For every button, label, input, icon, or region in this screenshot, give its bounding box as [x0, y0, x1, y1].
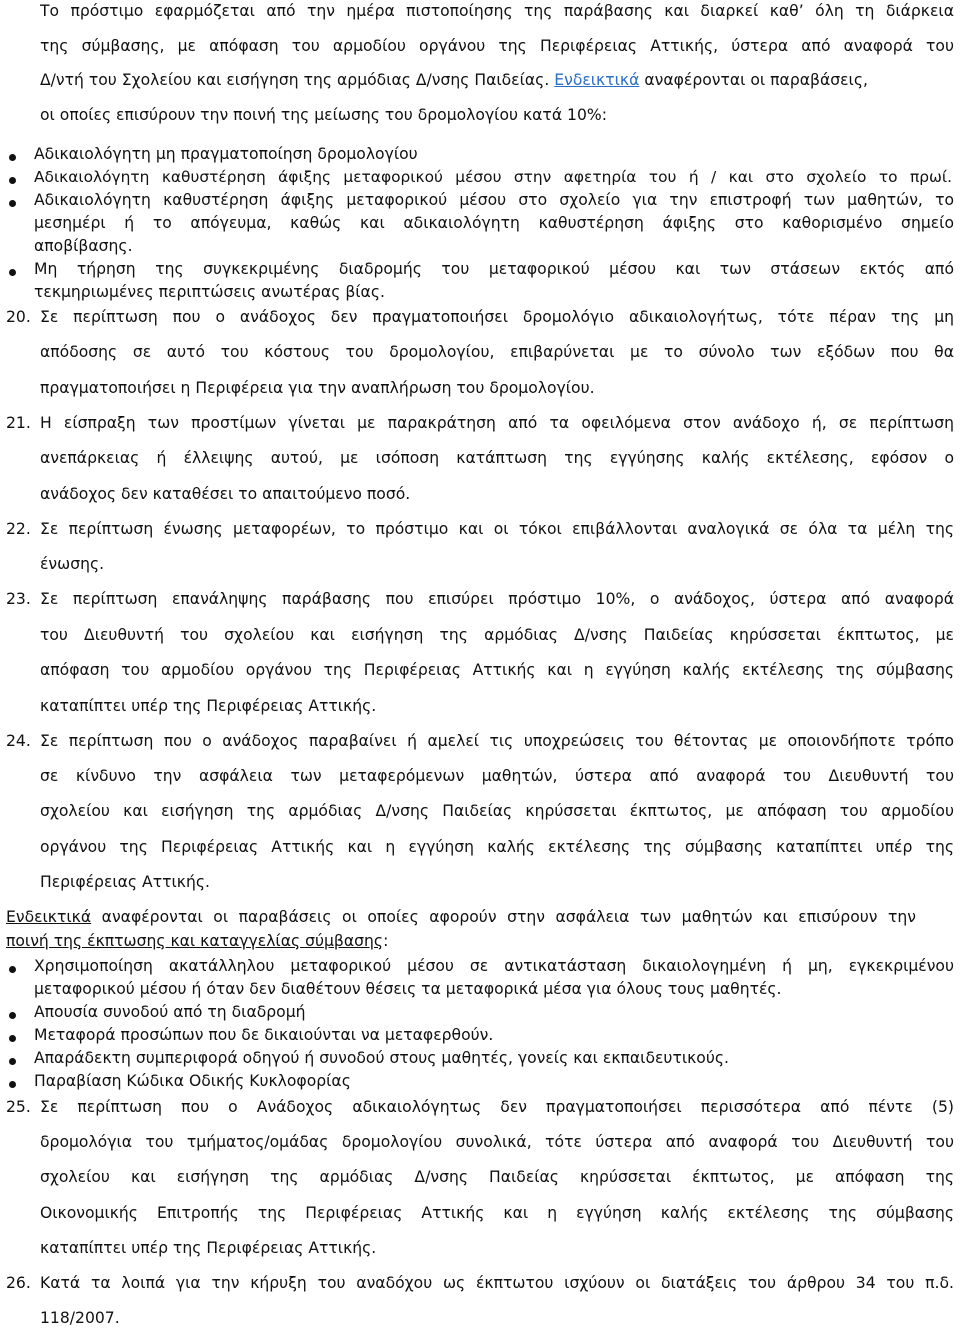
colon: :: [383, 932, 389, 950]
intro-line-1: Το πρόστιμο εφαρμόζεται από την ημέρα πιστοποίησης της παράβασης και διαρκεί καθ’ όλη τη διάρκεια: [40, 2, 954, 20]
safety-intro-line-2: [6, 932, 388, 950]
item-23-line-2: του Διευθυντή του σχολείου και εισήγηση της αρμόδιας Δ/νσης Παιδείας κηρύσσεται έκπτωτος, με: [40, 626, 954, 644]
item-number: 21.: [6, 414, 31, 432]
bullet-icon: [9, 1012, 16, 1019]
item-number: 20.: [6, 308, 31, 326]
item-number: 26.: [6, 1274, 31, 1292]
indicative-underlined: Ενδεικτικά: [6, 908, 92, 926]
item-number: 22.: [6, 520, 31, 538]
penalty-underlined: ποινή της έκπτωσης και καταγγελίας σύμβασης: [6, 932, 384, 950]
item-26-line-1: Κατά τα λοιπά για την κήρυξη του αναδόχου ως έκπτωτου ισχύουν οι διατάξεις του άρθρου 34 του π.δ.: [40, 1274, 954, 1292]
bullet-item-line: αποβίβασης.: [34, 237, 133, 255]
bullet-icon: [9, 1035, 16, 1042]
bullet-item: Αδικαιολόγητη μη πραγματοποίηση δρομολογίου: [34, 145, 418, 163]
item-number: 25.: [6, 1098, 31, 1116]
item-26-line-2: 118/2007.: [40, 1309, 120, 1327]
indicative-link[interactable]: Ενδεικτικά: [554, 71, 640, 89]
item-22-line-1: Σε περίπτωση ένωσης μεταφορέων, το πρόστιμο και οι τόκοι επιβάλλονται αναλογικά σε όλα τα μέλη της: [40, 520, 954, 538]
item-number: 23.: [6, 590, 31, 608]
item-20-line-2: απόδοσης σε αυτό του κόστους του δρομολογίου, επιβαρύνεται με το σύνολο των εξόδων που θα: [40, 343, 954, 361]
bullet-icon: [9, 966, 16, 973]
bullet-icon: [9, 1058, 16, 1065]
item-24-line-4: οργάνου της Περιφέρειας Αττικής και η εγγύηση καλής εκτέλεσης της σύμβασης καταπίπτει υπέρ της: [40, 838, 954, 856]
item-23-line-1: Σε περίπτωση επανάληψης παράβασης που επισύρει πρόστιμο 10%, ο ανάδοχος, ύστερα από αναφορά: [40, 590, 954, 608]
intro-line-2: της σύμβασης, με απόφαση του αρμοδίου οργάνου της Περιφέρειας Αττικής, ύστερα από αναφορά του: [40, 37, 954, 55]
bullet-icon: [9, 200, 16, 207]
bullet-item-line: μεταφορικού μέσου ή όταν δεν διαθέτουν θέσεις τα μεταφορικά μέσα για όλους τους μαθητές.: [34, 980, 782, 998]
intro-line-3-text: Δ/ντή του Σχολείου και εισήγηση της αρμόδιας Δ/νσης Παιδείας.: [40, 71, 555, 89]
bullet-item-line: Μη τήρηση της συγκεκριμένης διαδρομής του μεταφορικού μέσου και των στάσεων εκτός από: [34, 260, 954, 278]
item-21-line-3: ανάδοχος δεν καταθέσει το απαιτούμενο ποσό.: [40, 485, 411, 503]
bullet-icon: [9, 269, 16, 276]
bullet-item: Αδικαιολόγητη καθυστέρηση άφιξης μεταφορικού μέσου στην αφετηρία του ή / και στο σχολείο το πρωί.: [34, 168, 952, 186]
item-25-line-1: Σε περίπτωση που ο Ανάδοχος αδικαιολόγητως δεν πραγματοποιήσει περισσότερα από πέντε (5): [40, 1098, 954, 1116]
bullet-item-line: τεκμηριωμένες περιπτώσεις ανωτέρας βίας.: [34, 283, 385, 301]
item-24-line-5: Περιφέρειας Αττικής.: [40, 873, 210, 891]
bullet-icon: [9, 177, 16, 184]
item-number: 24.: [6, 732, 31, 750]
item-24-line-1: Σε περίπτωση που ο ανάδοχος παραβαίνει ή αμελεί τις υποχρεώσεις του θέτοντας με οποιονδήποτε τρόπο: [40, 732, 954, 750]
item-21-line-2: ανεπάρκειας ή έλλειψης αυτού, με ισόποση κατάπτωση της εγγύησης καλής εκτέλεσης, εφόσον ο: [40, 449, 954, 467]
intro-line-4: οι οποίες επισύρουν την ποινή της μείωσης του δρομολογίου κατά 10%:: [40, 106, 607, 124]
intro-line-3: [40, 71, 868, 89]
item-25-line-3: σχολείου και εισήγηση της αρμόδιας Δ/νσης Παιδείας κηρύσσεται έκπτωτος, με απόφαση της: [40, 1168, 954, 1186]
bullet-item: Απουσία συνοδού από τη διαδρομή: [34, 1003, 306, 1021]
item-23-line-3: απόφαση του αρμοδίου οργάνου της Περιφέρειας Αττικής και η εγγύηση καλής εκτέλεσης της σύμβασης: [40, 661, 954, 679]
bullet-icon: [9, 154, 16, 161]
safety-intro-line-1: [6, 908, 916, 926]
item-24-line-2: σε κίνδυνο την ασφάλεια των μεταφερόμενων μαθητών, ύστερα από αναφορά του Διευθυντή του: [40, 767, 954, 785]
bullet-item-line: Χρησιμοποίηση ακατάλληλου μεταφορικού μέσου σε αντικατάσταση δικαιολογημένη ή μη, εγκεκριμένου: [34, 957, 954, 975]
item-22-line-2: ένωσης.: [40, 555, 105, 573]
bullet-item: Παραβίαση Κώδικα Οδικής Κυκλοφορίας: [34, 1072, 351, 1090]
intro-line-3-rest: αναφέρονται οι παραβάσεις,: [639, 71, 868, 89]
bullet-item: Μεταφορά προσώπων που δε δικαιούνται να μεταφερθούν.: [34, 1026, 494, 1044]
bullet-item: Απαράδεκτη συμπεριφορά οδηγού ή συνοδού στους μαθητές, γονείς και εκπαιδευτικούς.: [34, 1049, 729, 1067]
bullet-icon: [9, 1081, 16, 1088]
item-21-line-1: Η είσπραξη των προστίμων γίνεται με παρακράτηση από τα οφειλόμενα στον ανάδοχο ή, σε περίπτωση: [40, 414, 954, 432]
safety-intro-text: αναφέρονται οι παραβάσεις οι οποίες αφορούν στην ασφάλεια των μαθητών και επισύρουν την: [91, 908, 916, 926]
bullet-item-line: Αδικαιολόγητη καθυστέρηση άφιξης μεταφορικού μέσου στο σχολείο για την επιστροφή των μαθητών, το: [34, 191, 954, 209]
item-20-line-3: πραγματοποιήσει η Περιφέρεια για την αναπλήρωση του δρομολογίου.: [40, 379, 595, 397]
bullet-item-line: μεσημέρι ή το απόγευμα, καθώς και αδικαιολόγητη καθυστέρηση άφιξης στο καθορισμένο σημείο: [34, 214, 954, 232]
item-25-line-2: δρομολόγια του τμήματος/ομάδας δρομολογίου συνολικά, τότε ύστερα από αναφορά του Διευθυντή του: [40, 1133, 954, 1151]
item-20-line-1: Σε περίπτωση που ο ανάδοχος δεν πραγματοποιήσει δρομολόγιο αδικαιολογήτως, τότε πέραν της μη: [40, 308, 954, 326]
item-25-line-4: Οικονομικής Επιτροπής της Περιφέρειας Αττικής και η εγγύηση καλής εκτέλεσης της σύμβασης: [40, 1204, 954, 1222]
item-23-line-4: καταπίπτει υπέρ της Περιφέρειας Αττικής.: [40, 697, 377, 715]
item-25-line-5: καταπίπτει υπέρ της Περιφέρειας Αττικής.: [40, 1239, 377, 1257]
item-24-line-3: σχολείου και εισήγηση της αρμόδιας Δ/νσης Παιδείας κηρύσσεται έκπτωτος, με απόφαση του αρμοδίου: [40, 802, 954, 820]
